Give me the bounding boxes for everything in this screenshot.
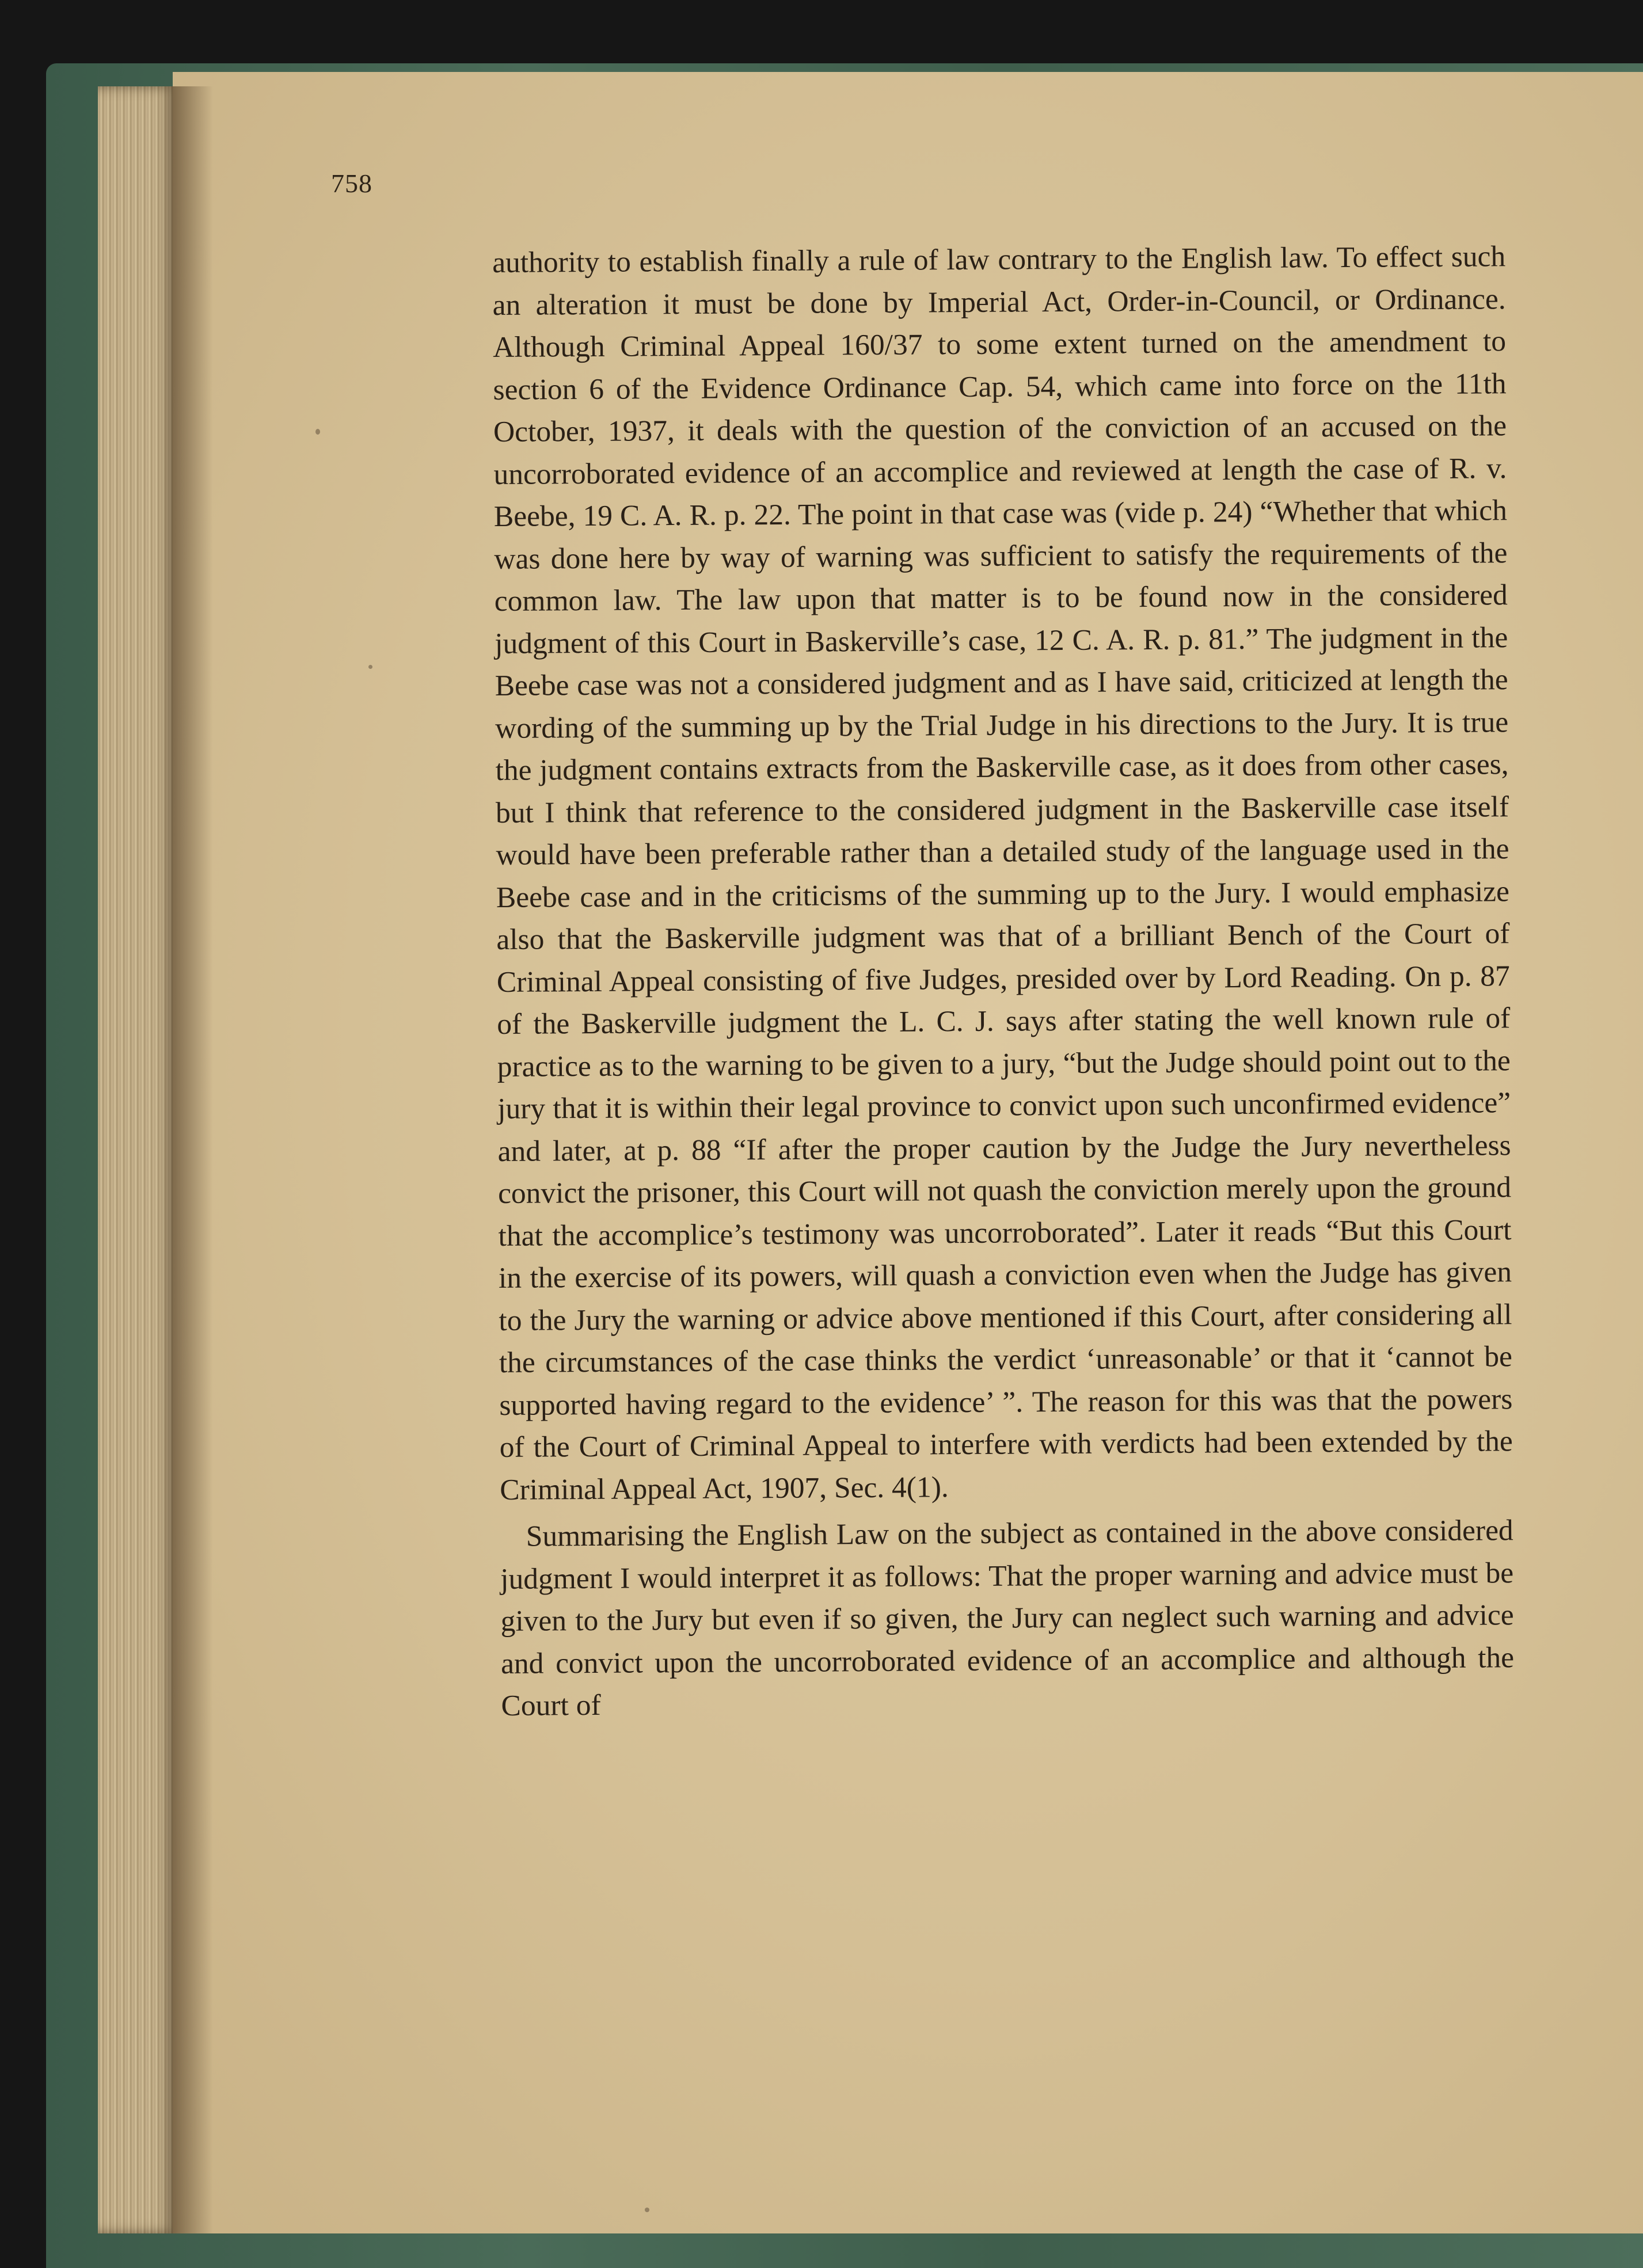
paragraph-1: authority to establish finally a rule of law contrary to the English law. To effect such an alteration it must be done by Imperial Act, Order-in-Council, or Ordinance. Although Criminal Appeal 160/37 to some extent turned on the amendment to section 6 of the Evidence Ordinance Cap. 54, which came into force on the 11th October, 1937, it deals with the question of the conviction of an accused on the uncorroborated evidence of an accomplice and reviewed at length the case of R. v. Beebe, 19 C. A. R. p. 22. The point in that case was (vide p. 24) “Whether that which was done here by way of warning was sufficient to satisfy the requirements of the common law. The law upon that matter is to be found now in the considered judgment of this Court in Baskerville’s case, 12 C. A. R. p. 81.” The judgment in the Beebe case was not a considered judgment and as I have said, criticized at length the wording of the summing up by the Trial Judge in his directions to the Jury. It is true the judgment contains extracts from the Baskerville case, as it does from other cases, but I think that reference to the considered judgment in the Baskerville case itself would have been preferable rather than a detailed study of the language used in the Beebe case and in the criticisms of the summing up to the Jury. I would emphasize also that the Baskerville judgment was that of a brilliant Bench of the Court of Criminal Appeal consisting of five Judges, presided over by Lord Reading. On p. 87 of the Baskerville judgment the L. C. J. says after stating the well known rule of practice as to the warning to be given to a jury, “but the Judge should point out to the jury that it is within their legal province to convict upon such unconfirmed evidence” and later, at p. 88 “If after the proper caution by the Judge the Jury nevertheless convict the prisoner, this Court will not quash the conviction merely upon the ground that the accomplice’s testimony was uncorroborated”. Later it reads “But this Court in the exercise of its powers, will quash a conviction even when the Judge has given to the Jury the warning or advice above mentioned if this Court, after considering all the circumstances of the case thinks the verdict ‘unreasonable’ or that it ‘cannot be supported having regard to the evidence’ ”. The reason for this was that the powers of the Court of Criminal Appeal to interfere with verdicts had been extended by the Criminal Appeal Act, 1907, Sec. 4(1). [492,240,1513,1506]
paper-speck [368,665,372,669]
paragraph-2: Summarising the English Law on the subject as contained in the above considered judgment I would interpret it as follows: That the proper warning and advice must be given to the Jury but even if so given, the Jury can neglect such warning and advice and convict upon the uncorroborated evidence of an accomplice and although the Court of [500,1514,1515,1722]
page-number: 758 [331,169,372,198]
paper-speck [645,2208,649,2212]
page-edges [98,86,178,2233]
page-text [492,235,1515,1727]
paper-speck [315,429,320,435]
gutter-shadow [173,86,213,2233]
